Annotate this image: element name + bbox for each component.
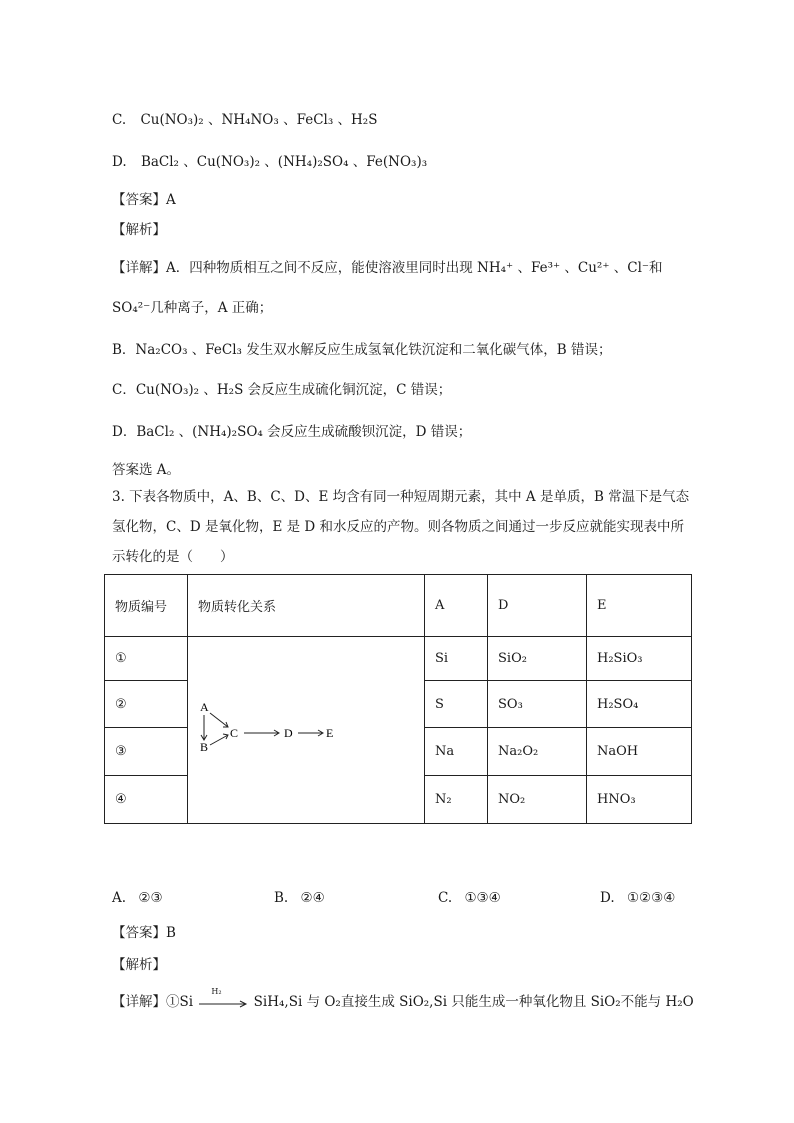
q3-answer-line <box>112 921 176 941</box>
detail-c-line: C．Cu(NO₃)₂ 、H₂S 会反应生成硫化铜沉淀，C 错误； <box>112 382 452 398</box>
question-3-stem: 3. 下表各物质中，A、B、C、D、E 均含有同一种短周期元素，其中 A 是单质，B 常温下是气态氢化物，C、D 是氧化物，E 是 D 和水反应的产物。则各物质之间通过一步反应就能实现表中所示转化的是（ ） <box>112 489 690 565</box>
option-d-label: D. <box>112 154 127 170</box>
option-d-text: BaCl₂ 、Cu(NO₃)₂ 、(NH₄)₂SO₄ 、Fe(NO₃)₃ <box>140 154 428 170</box>
analysis-tag: 【解析】 <box>112 222 166 238</box>
detail-start: ①Si <box>166 994 194 1010</box>
conversion-diagram-cell <box>188 637 425 824</box>
diagram-node-b: B <box>200 740 209 754</box>
answer-tag: 【答案】 <box>112 925 166 941</box>
answer-value: B <box>166 925 176 941</box>
choice-text: ②④ <box>300 890 325 906</box>
choice-text: ②③ <box>138 890 163 906</box>
conclusion-line: 答案选 A。 <box>112 462 181 478</box>
choice-label: B. <box>274 890 289 906</box>
choice-a <box>112 890 163 906</box>
row-a: N₂ <box>425 776 488 824</box>
conversion-diagram <box>188 637 424 819</box>
choice-d <box>600 890 675 906</box>
option-c <box>112 108 377 128</box>
answer-line <box>112 188 176 208</box>
row-a: S <box>425 680 488 728</box>
diagram-arrows <box>201 713 323 745</box>
answer-tag: 【答案】 <box>112 192 166 208</box>
diagram-node-c: C <box>230 726 239 740</box>
detail-rest: SiH₄,Si 与 O₂直接生成 SiO₂,Si 只能生成一种氧化物且 SiO₂不能与 H₂O <box>253 994 694 1010</box>
header-d: D <box>488 575 587 637</box>
header-a: A <box>425 575 488 637</box>
row-e: H₂SO₄ <box>587 680 692 728</box>
answer-value: A <box>166 192 176 208</box>
row-d: NO₂ <box>488 776 587 824</box>
q3-analysis-tag: 【解析】 <box>112 957 166 973</box>
detail-tag: 【详解】 <box>112 994 166 1010</box>
detail-b-line: B．Na₂CO₃ 、FeCl₃ 发生双水解反应生成氢氧化铁沉淀和二氧化碳气体，B 错误； <box>112 342 612 358</box>
q3-detail-line <box>112 986 694 1010</box>
choice-label: C. <box>438 890 453 906</box>
detail-a-text1: A．四种物质相互之间不反应，能使溶液里同时出现 NH₄⁺ 、Fe³⁺ 、Cu²⁺ 、Cl⁻和 <box>166 260 663 276</box>
diagram-node-d: D <box>284 726 293 740</box>
row-d: SO₃ <box>488 680 587 728</box>
header-e: E <box>587 575 692 637</box>
detail-d-line: D．BaCl₂ 、(NH₄)₂SO₄ 会反应生成硫酸钡沉淀，D 错误； <box>112 424 472 440</box>
option-d <box>112 150 427 170</box>
header-relation: 物质转化关系 <box>188 575 425 637</box>
detail-a-line2: SO₄²⁻几种离子，A 正确； <box>112 300 273 316</box>
row-d: Na₂O₂ <box>488 728 587 776</box>
row-no: ① <box>105 637 188 681</box>
choice-c <box>438 890 501 906</box>
arrow-label: H₂ <box>211 986 222 996</box>
long-arrow-icon <box>197 996 249 1010</box>
row-e: H₂SiO₃ <box>587 637 692 681</box>
row-a: Na <box>425 728 488 776</box>
option-c-label: C. <box>112 112 127 128</box>
substance-table <box>104 574 692 824</box>
row-d: SiO₂ <box>488 637 587 681</box>
row-e: NaOH <box>587 728 692 776</box>
row-a: Si <box>425 637 488 681</box>
option-c-text: Cu(NO₃)₂ 、NH₄NO₃ 、FeCl₃ 、H₂S <box>140 112 378 128</box>
diagram-node-a: A <box>200 700 209 714</box>
choice-text: ①②③④ <box>626 890 676 906</box>
table-row <box>105 637 692 681</box>
choice-b <box>274 890 325 906</box>
row-e: HNO₃ <box>587 776 692 824</box>
detail-a-line1 <box>112 256 663 276</box>
row-no: ② <box>105 680 188 728</box>
choice-text: ①③④ <box>464 890 501 906</box>
row-no: ③ <box>105 728 188 776</box>
header-no: 物质编号 <box>105 575 188 637</box>
reaction-arrow <box>197 986 249 1010</box>
choice-label: A. <box>112 890 127 906</box>
detail-tag: 【详解】 <box>112 260 166 276</box>
choice-label: D. <box>600 890 615 906</box>
row-no: ④ <box>105 776 188 824</box>
diagram-node-e: E <box>326 726 334 740</box>
